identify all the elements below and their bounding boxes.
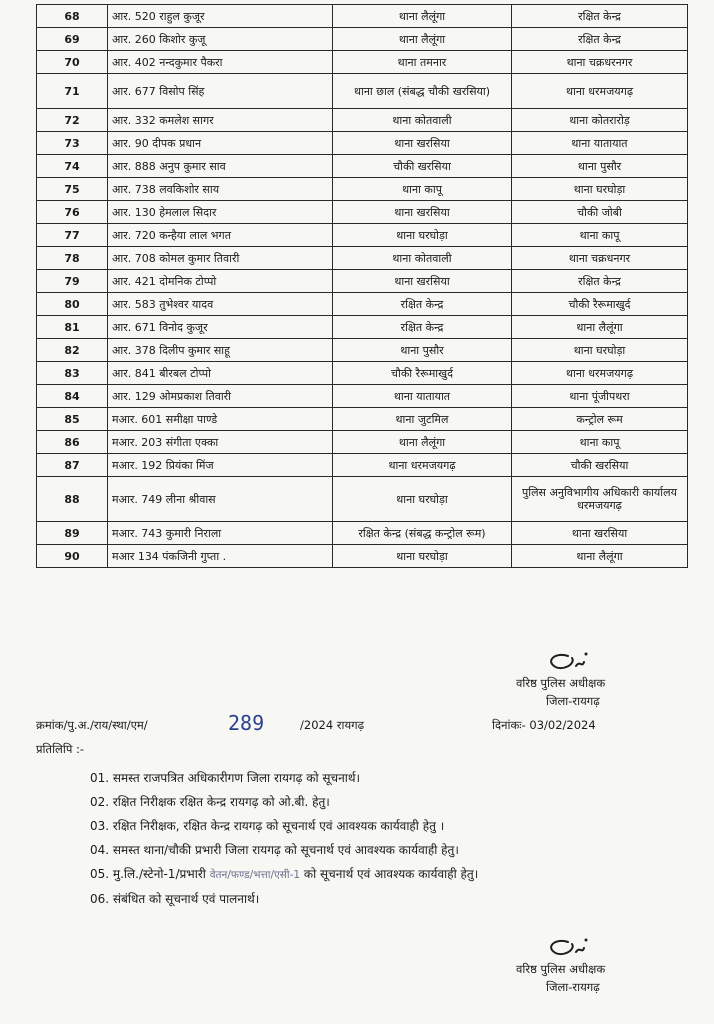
new-posting: थाना कापू [512,224,688,247]
serial-number: 71 [37,74,108,109]
copy-to-list [90,766,478,911]
current-posting: थाना कोतवाली [333,109,512,132]
new-posting: थाना चक्रधरनगर [512,51,688,74]
serial-number: 77 [37,224,108,247]
employee-name: आर. 708 कोमल कुमार तिवारी [108,247,333,270]
list-item: 06. संबंधित को सूचनार्थ एवं पालनार्थ। [90,892,260,906]
current-posting: थाना लैलूंगा [333,28,512,51]
current-posting: थाना पुसौर [333,339,512,362]
signature-block [516,936,606,996]
table-row [37,385,688,408]
list-item [90,862,478,887]
serial-number: 88 [37,477,108,522]
new-posting: थाना धरमजयगढ़ [512,74,688,109]
current-posting: थाना लैलूंगा [333,5,512,28]
signatory-title: वरिष्ठ पुलिस अधीक्षक [516,676,606,690]
employee-name: आर. 671 विनोद कुजूर [108,316,333,339]
table-row [37,454,688,477]
new-posting: थाना खरसिया [512,522,688,545]
current-posting: थाना लैलूंगा [333,431,512,454]
copy-to-heading: प्रतिलिपि :- [36,742,85,756]
new-posting: रक्षित केन्द्र [512,270,688,293]
stamp-text: वेतन/फण्ड/भत्ता/एसी-1 [209,869,301,881]
table-row [37,339,688,362]
new-posting: थाना पूंजीपथरा [512,385,688,408]
table-row [37,109,688,132]
current-posting: थाना खरसिया [333,132,512,155]
signatory-district: जिला-रायगढ़ [546,980,600,994]
list-item-text: 05. मु.लि./स्टेनो-1/प्रभारी [90,867,210,881]
current-posting: थाना छाल (संबद्ध चौकी खरसिया) [333,74,512,109]
current-posting: थाना घरघोड़ा [333,545,512,568]
list-item: 03. रक्षित निरीक्षक, रक्षित केन्द्र रायगढ़ को सूचनार्थ एवं आवश्यक कार्यवाही हेतु । [90,819,445,833]
new-posting: रक्षित केन्द्र [512,28,688,51]
serial-number: 84 [37,385,108,408]
employee-name: मआर. 192 प्रियंका मिंज [108,454,333,477]
employee-name: आर. 520 राहुल कुजूर [108,5,333,28]
employee-name: आर. 888 अनुप कुमार साव [108,155,333,178]
table-row [37,5,688,28]
table-row [37,178,688,201]
table-row [37,224,688,247]
serial-number: 82 [37,339,108,362]
new-posting: थाना घरघोड़ा [512,339,688,362]
employee-name: आर. 402 नन्दकुमार पैकरा [108,51,333,74]
table-row [37,155,688,178]
serial-number: 74 [37,155,108,178]
table-row [37,201,688,224]
current-posting: थाना घरघोड़ा [333,224,512,247]
table-row [37,362,688,385]
new-posting: थाना घरघोड़ा [512,178,688,201]
employee-name: मआर. 601 समीक्षा पाण्डे [108,408,333,431]
employee-name: मआर. 749 लीना श्रीवास [108,477,333,522]
current-posting: चौकी खरसिया [333,155,512,178]
employee-name: आर. 332 कमलेश सागर [108,109,333,132]
serial-number: 69 [37,28,108,51]
list-item: 01. समस्त राजपत्रित अधिकारीगण जिला रायगढ़ को सूचनार्थ। [90,771,361,785]
new-posting: चौकी रैरूमाखुर्द [512,293,688,316]
new-posting: थाना कोतरारोड़ [512,109,688,132]
transfer-table [36,4,688,568]
serial-number: 79 [37,270,108,293]
new-posting: थाना लैलूंगा [512,545,688,568]
new-posting: चौकी खरसिया [512,454,688,477]
current-posting: रक्षित केन्द्र [333,316,512,339]
employee-name: आर. 421 दोमनिक टोप्पो [108,270,333,293]
employee-name: मआर 134 पंकजिनी गुप्ता . [108,545,333,568]
signatory-district: जिला-रायगढ़ [546,694,600,708]
current-posting: रक्षित केन्द्र (संबद्ध कन्ट्रोल रूम) [333,522,512,545]
table-row [37,28,688,51]
new-posting: थाना लैलूंगा [512,316,688,339]
new-posting: रक्षित केन्द्र [512,5,688,28]
new-posting: थाना कापू [512,431,688,454]
list-item: 02. रक्षित निरीक्षक रक्षित केन्द्र रायगढ़ को ओ.बी. हेतु। [90,795,330,809]
table-row [37,431,688,454]
current-posting: थाना कोतवाली [333,247,512,270]
serial-number: 83 [37,362,108,385]
current-posting: थाना कापू [333,178,512,201]
table-row [37,132,688,155]
signature-block [516,650,606,710]
table-row [37,316,688,339]
serial-number: 80 [37,293,108,316]
employee-name: आर. 841 बीरबल टोप्पो [108,362,333,385]
serial-number: 90 [37,545,108,568]
new-posting: कन्ट्रोल रूम [512,408,688,431]
serial-number: 87 [37,454,108,477]
current-posting: थाना यातायात [333,385,512,408]
serial-number: 75 [37,178,108,201]
new-posting: थाना धरमजयगढ़ [512,362,688,385]
serial-number: 68 [37,5,108,28]
employee-name: आर. 260 किशोर कुजू [108,28,333,51]
current-posting: थाना खरसिया [333,270,512,293]
serial-number: 78 [37,247,108,270]
employee-name: आर. 677 विसोप सिंह [108,74,333,109]
table-row [37,477,688,522]
table-row [37,545,688,568]
serial-number: 85 [37,408,108,431]
current-posting: थाना खरसिया [333,201,512,224]
current-posting: थाना धरमजयगढ़ [333,454,512,477]
signature-mark [516,936,606,960]
order-reference: क्रमांक/पु.अ./राय/स्था/एम/ [36,718,148,732]
current-posting: चौकी रैरूमाखुर्द [333,362,512,385]
table-row [37,522,688,545]
table-row [37,293,688,316]
table-row [37,408,688,431]
serial-number: 70 [37,51,108,74]
serial-number: 81 [37,316,108,339]
table-row [37,74,688,109]
new-posting: थाना चक्रधनगर [512,247,688,270]
list-item: 04. समस्त थाना/चौकी प्रभारी जिला रायगढ़ को सूचनार्थ एवं आवश्यक कार्यवाही हेतु। [90,843,459,857]
order-year: /2024 रायगढ़ [300,718,365,732]
new-posting: पुलिस अनुविभागीय अधिकारी कार्यालय धरमजयगढ़ [512,477,688,522]
current-posting: रक्षित केन्द्र [333,293,512,316]
employee-name: आर. 130 हेमलाल सिदार [108,201,333,224]
signature-mark [516,650,606,674]
table-row [37,51,688,74]
employee-name: आर. 583 तुभेश्वर यादव [108,293,333,316]
employee-name: मआर. 743 कुमारी निराला [108,522,333,545]
employee-name: मआर. 203 संगीता एक्का [108,431,333,454]
serial-number: 89 [37,522,108,545]
table-row [37,247,688,270]
serial-number: 86 [37,431,108,454]
signatory-title: वरिष्ठ पुलिस अधीक्षक [516,962,606,976]
employee-name: आर. 90 दीपक प्रधान [108,132,333,155]
order-date: दिनांकः- 03/02/2024 [492,718,596,732]
employee-name: आर. 738 लवकिशोर साय [108,178,333,201]
employee-name: आर. 720 कन्हैया लाल भगत [108,224,333,247]
new-posting: थाना यातायात [512,132,688,155]
serial-number: 72 [37,109,108,132]
serial-number: 73 [37,132,108,155]
employee-name: आर. 378 दिलीप कुमार साहू [108,339,333,362]
current-posting: थाना घरघोड़ा [333,477,512,522]
new-posting: थाना पुसौर [512,155,688,178]
new-posting: चौकी जोबी [512,201,688,224]
list-item-text: को सूचनार्थ एवं आवश्यक कार्यवाही हेतु। [300,867,479,881]
order-number: 289 [228,711,265,735]
current-posting: थाना जुटमिल [333,408,512,431]
serial-number: 76 [37,201,108,224]
current-posting: थाना तमनार [333,51,512,74]
table-row [37,270,688,293]
employee-name: आर. 129 ओमप्रकाश तिवारी [108,385,333,408]
